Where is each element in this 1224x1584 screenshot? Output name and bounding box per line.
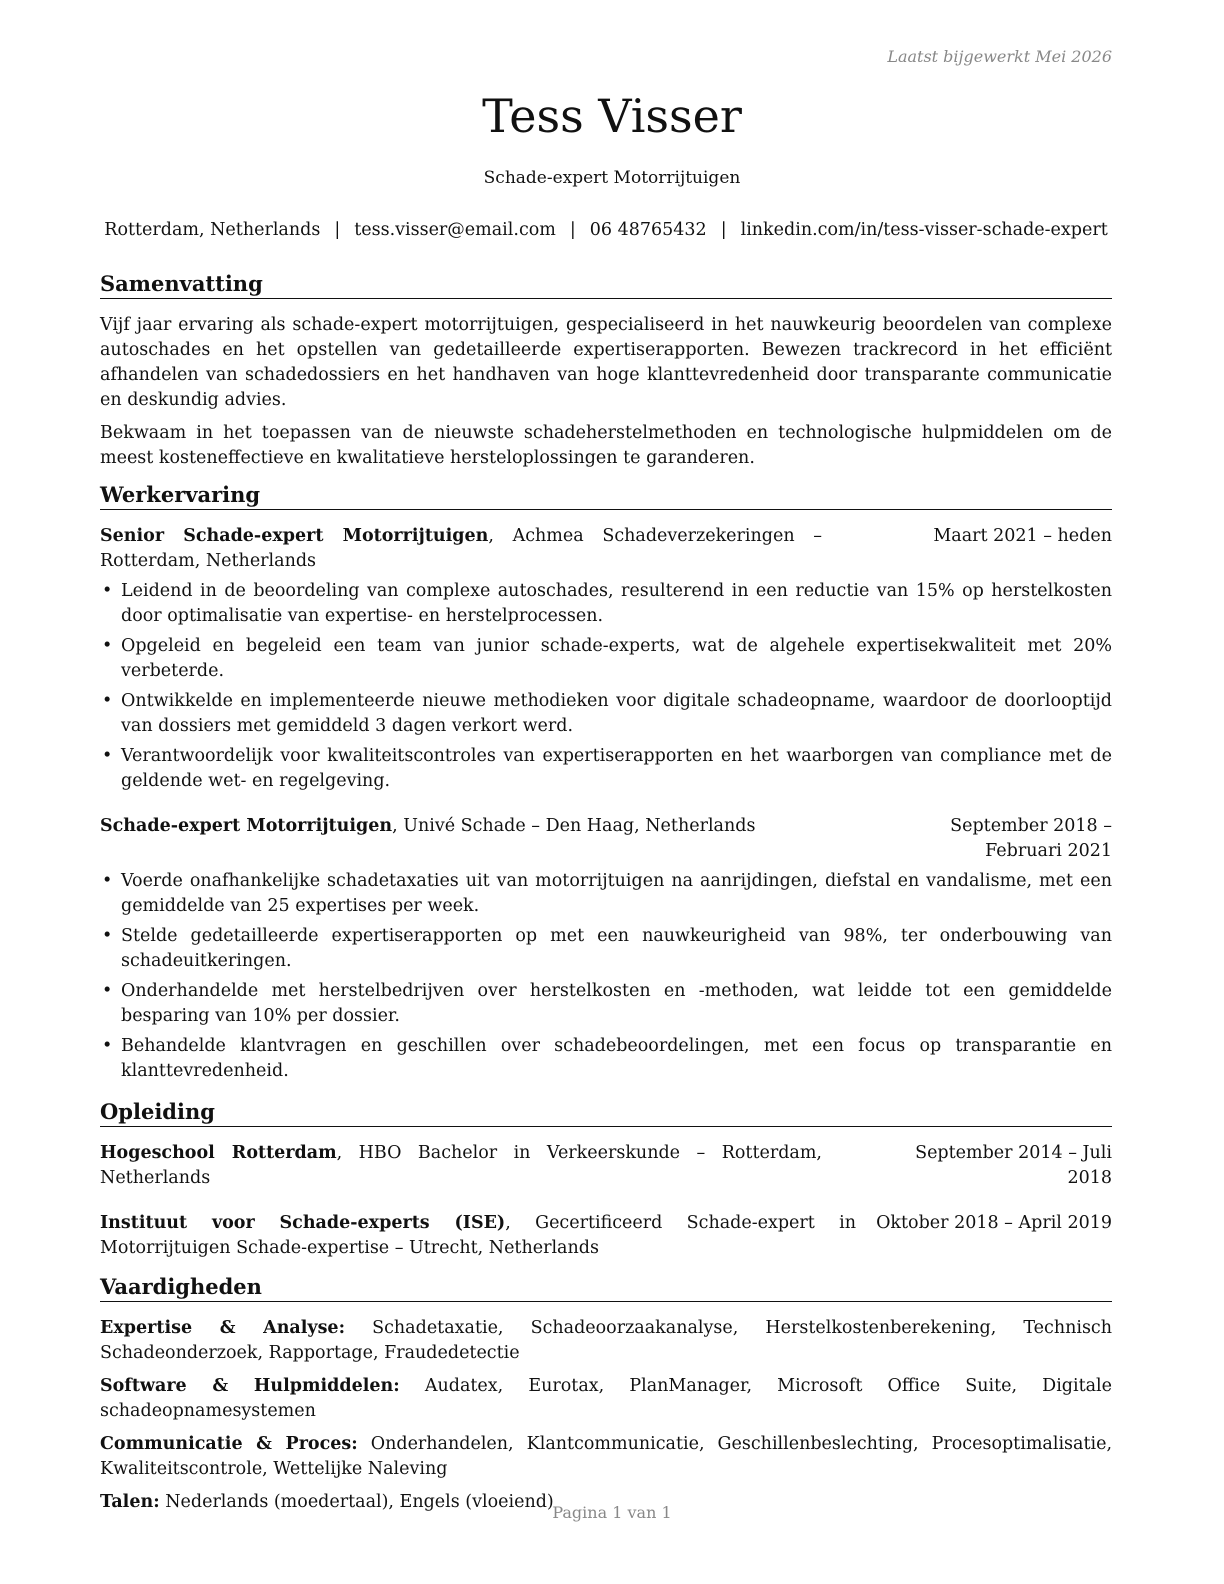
contact-separator: | [334,220,341,240]
education-dates: September 2014 – Juli 2018 [915,1143,1112,1188]
skill-group [100,1432,1112,1482]
education-header [100,1141,1112,1191]
page-number: Pagina 1 van 1 [552,1503,672,1522]
job-bullet: • Stelde gedetailleerde expertiserapporten op met een nauwkeurigheid van 98%, ter onderbouwing van schadeuitkeringen. [100,924,1112,974]
job-dates: Maart 2021 – heden [933,526,1112,546]
job-bullet: • Onderhandelde met herstelbedrijven over herstelkosten en -methoden, wat leidde tot een gemiddelde besparing van 10% per dossier. [100,979,1112,1029]
education-detail: , Gecertificeerd Schade-expert in Motorrijtuigen Schade-expertise – Utrecht, Netherlands [100,1213,856,1258]
job-bullet: • Ontwikkelde en implementeerde nieuwe methodieken voor digitale schadeopname, waardoor de doorlooptijd van dossiers met gemiddeld 3 dagen verkort werd. [100,689,1112,739]
section-title-experience: Werkervaring [100,481,1112,510]
candidate-name: Tess Visser [482,89,742,143]
section-title-skills: Vaardigheden [100,1273,1112,1302]
job-header [100,814,1112,864]
job-bullet: • Behandelde klantvragen en geschillen over schadebeoordelingen, met een focus op transparantie en klanttevredenheid. [100,1034,1112,1084]
education-entry [100,1141,1112,1191]
resume-content [100,270,1112,1525]
skill-value: Onderhandelen, Klantcommunicatie, Geschillenbeslechting, Procesoptimalisatie, Kwaliteitscontrole, Wettelijke Naleving [100,1434,1113,1479]
job-dates: September 2018 – Februari 2021 [950,816,1112,861]
education-heading [100,1141,872,1191]
education-school: Instituut voor Schade-experts (ISE) [100,1213,506,1233]
education-heading [100,1211,876,1261]
contact-email[interactable]: tess.visser@email.com [354,220,556,240]
contact-separator: | [569,220,576,240]
education-dates: Oktober 2018 – April 2019 [876,1213,1112,1233]
job-org: , Univé Schade – Den Haag, Netherlands [392,816,756,836]
summary-section [100,270,1112,471]
contact-separator: | [720,220,727,240]
skills-section [100,1273,1112,1515]
job-bullet: • Opgeleid en begeleid een team van junior schade-experts, wat de algehele expertisekwaliteit met 20% verbeterde. [100,634,1112,684]
job-role: Senior Schade-expert Motorrijtuigen [100,526,489,546]
job-bullets [100,869,1112,1084]
skill-label: Expertise & Analyse: [100,1318,346,1338]
skill-label: Talen: [100,1492,160,1512]
experience-section [100,481,1112,1084]
contact-line [100,218,1112,243]
section-title-summary: Samenvatting [100,270,1112,299]
skill-value: Audatex, Eurotax, PlanManager, Microsoft Office Suite, Digitale schadeopnamesystemen [100,1376,1113,1421]
job-entry [100,814,1112,1084]
skill-value: Schadetaxatie, Schadeoorzaakanalyse, Herstelkostenberekening, Technisch Schadeonderzoek, Rapportage, Fraudedetectie [100,1318,1113,1363]
job-entry [100,524,1112,794]
summary-paragraph: Bekwaam in het toepassen van de nieuwste schadeherstelmethoden en technologische hulpmiddelen om de meest kosteneffectieve en kwalitatieve hersteloplossingen te garanderen. [100,423,1112,468]
job-bullet: • Verantwoordelijk voor kwaliteitscontroles van expertiserapporten en het waarborgen van compliance met de geldende wet- en regelgeving. [100,744,1112,794]
education-entry [100,1211,1112,1261]
skill-group [100,1316,1112,1366]
skill-value: Nederlands (moedertaal), Engels (vloeiend) [159,1492,554,1512]
education-detail: , HBO Bachelor in Verkeerskunde – Rotterdam, Netherlands [100,1143,822,1188]
job-bullets [100,579,1112,794]
skill-group [100,1374,1112,1424]
job-heading [100,814,872,839]
last-updated: Laatst bijgewerkt Mei 2026 [887,47,1112,66]
contact-location: Rotterdam, Netherlands [104,220,321,240]
contact-linkedin[interactable]: linkedin.com/in/tess-visser-schade-expert [740,220,1108,240]
contact-phone: 06 48765432 [589,220,707,240]
job-bullet: • Leidend in de beoordeling van complexe autoschades, resulterend in een reductie van 15% op herstelkosten door optimalisatie van expertise- en herstelprocessen. [100,579,1112,629]
education-header [100,1211,1112,1261]
job-title: Schade-expert Motorrijtuigen [483,168,741,188]
job-header [100,524,1112,574]
education-section [100,1098,1112,1261]
skill-label: Communicatie & Proces: [100,1434,358,1454]
job-heading [100,524,872,574]
job-bullet: • Voerde onafhankelijke schadetaxaties uit van motorrijtuigen na aanrijdingen, diefstal en vandalisme, met een gemiddelde van 25 expertises per week. [100,869,1112,919]
skill-label: Software & Hulpmiddelen: [100,1376,400,1396]
job-role: Schade-expert Motorrijtuigen [100,816,393,836]
summary-paragraph: Vijf jaar ervaring als schade-expert motorrijtuigen, gespecialiseerd in het nauwkeurig beoordelen van complexe autoschades en het opstellen van gedetailleerde expertiserapporten. Bewezen trackrecord in het efficiënt afhandelen van schadedossiers en het handhaven van hoge klanttevredenheid door transparante communicatie en deskundig advies. [100,315,1112,410]
education-school: Hogeschool Rotterdam [100,1143,337,1163]
section-title-education: Opleiding [100,1098,1112,1127]
job-org: , Achmea Schadeverzekeringen – Rotterdam, Netherlands [100,526,822,571]
